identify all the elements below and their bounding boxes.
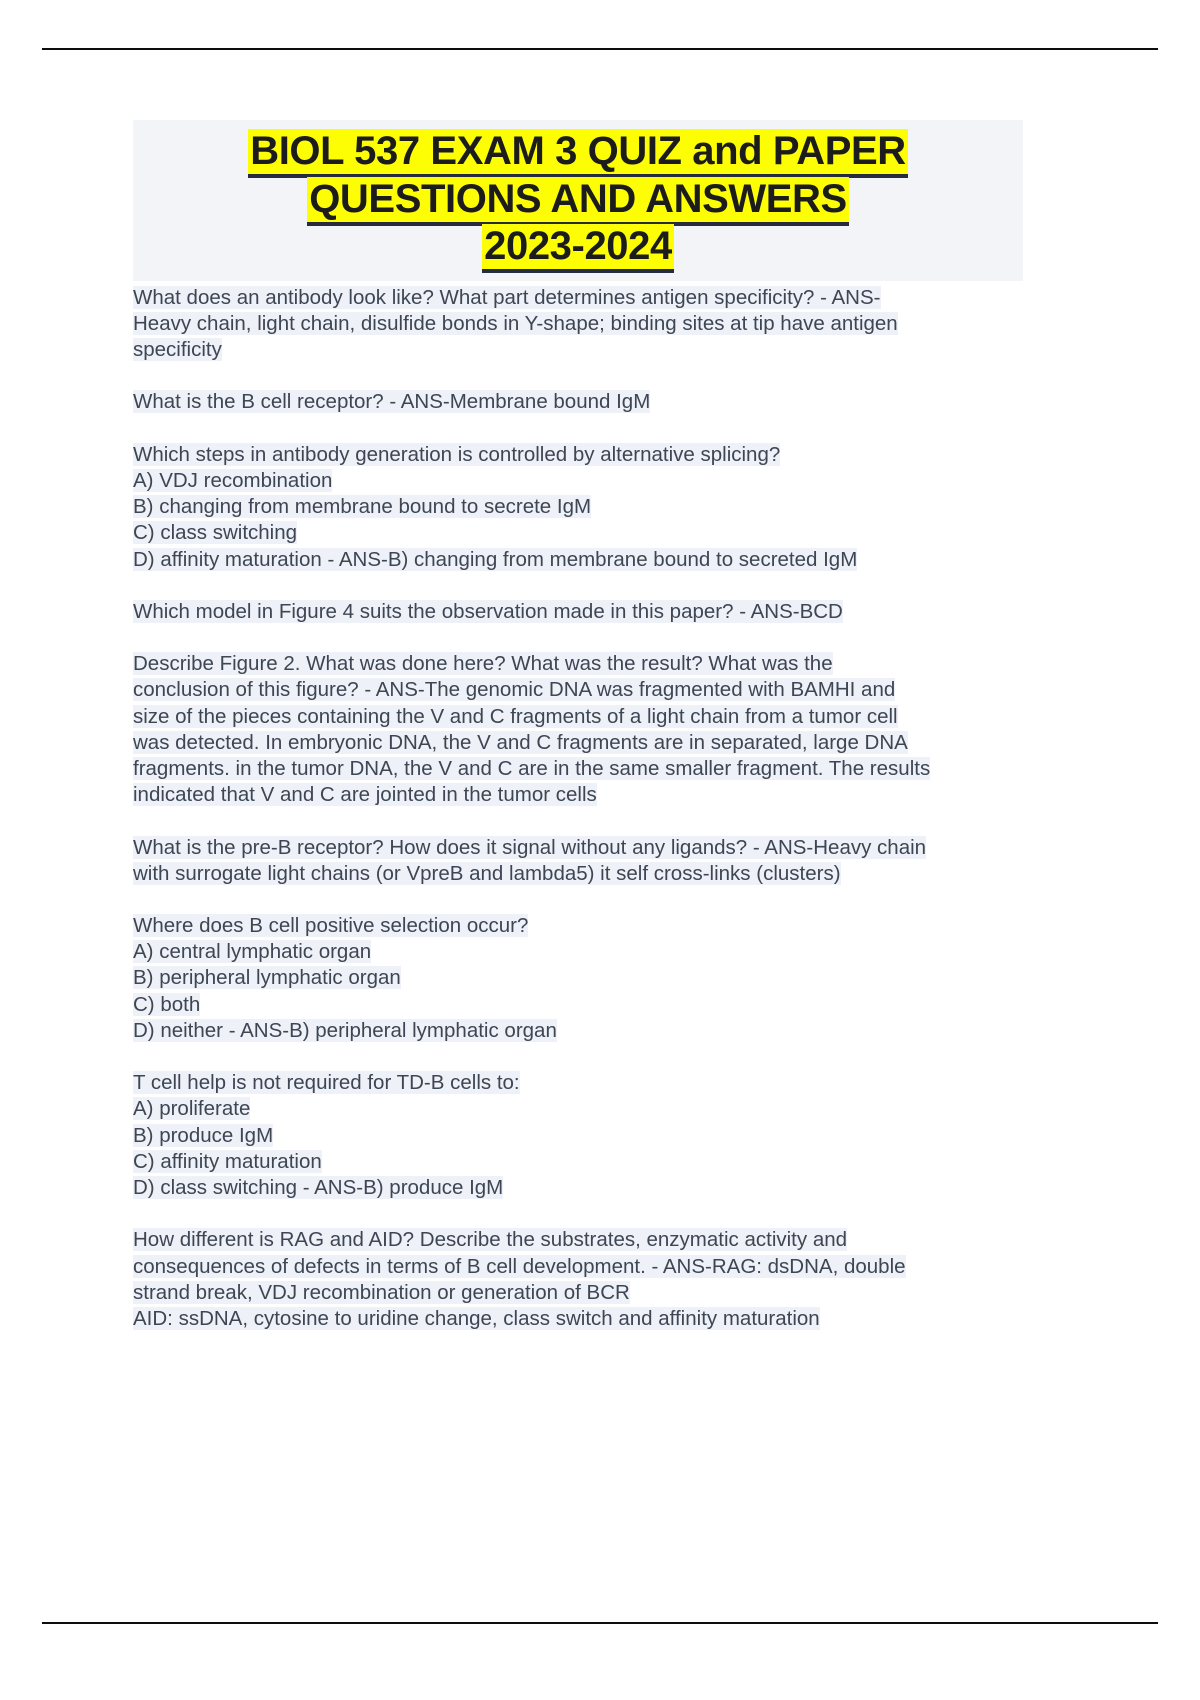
page-top-rule	[42, 48, 1158, 50]
qa-line	[133, 861, 1023, 887]
qa-line	[133, 285, 1023, 311]
qa-line	[133, 756, 1023, 782]
qa-line	[133, 1096, 1023, 1122]
qa-line-text: Which steps in antibody generation is controlled by alternative splicing?	[133, 442, 781, 466]
qa-line	[133, 782, 1023, 808]
qa-line	[133, 939, 1023, 965]
qa-line	[133, 677, 1023, 703]
qa-line	[133, 992, 1023, 1018]
qa-line	[133, 1018, 1023, 1044]
qa-line	[133, 442, 1023, 468]
qa-line	[133, 599, 1023, 625]
qa-line-text: A) central lymphatic organ	[133, 940, 372, 964]
qa-line-text: consequences of defects in terms of B cell development. - ANS-RAG: dsDNA, double	[133, 1254, 906, 1278]
qa-line-text: B) produce IgM	[133, 1123, 274, 1147]
qa-block-figure-4-model	[133, 599, 1023, 625]
qa-line-text: B) peripheral lymphatic organ	[133, 966, 401, 990]
qa-line	[133, 965, 1023, 991]
title-line-1-text: BIOL 537 EXAM 3 QUIZ and PAPER	[248, 129, 908, 178]
qa-block-antibody-structure	[133, 285, 1023, 364]
title-line-3-text: 2023-2024	[482, 224, 674, 273]
qa-block-alternative-splicing	[133, 442, 1023, 573]
qa-line-text: What does an antibody look like? What part determines antigen specificity? - ANS-	[133, 285, 881, 309]
qa-line	[133, 1227, 1023, 1253]
qa-line-text: C) both	[133, 992, 201, 1016]
qa-line	[133, 1070, 1023, 1096]
qa-line-text: conclusion of this figure? - ANS-The genomic DNA was fragmented with BAMHI and	[133, 678, 896, 702]
page-bottom-rule	[42, 1622, 1158, 1624]
title-line-2	[133, 176, 1023, 224]
qa-line-text: C) class switching	[133, 521, 298, 545]
qa-line	[133, 835, 1023, 861]
qa-block-figure-2-describe	[133, 651, 1023, 808]
qa-line-text: B) changing from membrane bound to secrete IgM	[133, 495, 592, 519]
qa-line-text: Heavy chain, light chain, disulfide bonds in Y-shape; binding sites at tip have antigen	[133, 312, 898, 336]
qa-line-text: specificity	[133, 338, 222, 362]
qa-line-text: fragments. in the tumor DNA, the V and C are in the same smaller fragment. The results	[133, 757, 931, 781]
qa-line-text: Which model in Figure 4 suits the observation made in this paper? - ANS-BCD	[133, 599, 843, 623]
qa-line	[133, 520, 1023, 546]
qa-line-text: A) proliferate	[133, 1097, 251, 1121]
qa-line	[133, 913, 1023, 939]
qa-line-text: strand break, VDJ recombination or generation of BCR	[133, 1280, 630, 1304]
qa-line	[133, 547, 1023, 573]
qa-line	[133, 389, 1023, 415]
qa-line-text: indicated that V and C are jointed in the tumor cells	[133, 783, 597, 807]
qa-line-text: AID: ssDNA, cytosine to uridine change, class switch and affinity maturation	[133, 1307, 820, 1331]
qa-line	[133, 311, 1023, 337]
qa-line	[133, 1306, 1023, 1332]
document-content	[133, 120, 1023, 1332]
title-line-1	[133, 128, 1023, 176]
qa-line-text: was detected. In embryonic DNA, the V and C fragments are in separated, large DNA	[133, 730, 908, 754]
title-line-2-text: QUESTIONS AND ANSWERS	[307, 177, 849, 226]
qa-line-text: with surrogate light chains (or VpreB and lambda5) it self cross-links (clusters)	[133, 861, 841, 885]
qa-line-text: How different is RAG and AID? Describe the substrates, enzymatic activity and	[133, 1228, 848, 1252]
qa-line-text: A) VDJ recombination	[133, 468, 333, 492]
qa-line-text: T cell help is not required for TD-B cells to:	[133, 1071, 520, 1095]
document-body	[133, 285, 1023, 1333]
qa-line-text: C) affinity maturation	[133, 1149, 322, 1173]
qa-line-text: Where does B cell positive selection occur?	[133, 914, 529, 937]
qa-line	[133, 1123, 1023, 1149]
qa-line-text: D) neither - ANS-B) peripheral lymphatic organ	[133, 1018, 557, 1042]
qa-line-text: What is the B cell receptor? - ANS-Membrane bound IgM	[133, 390, 651, 414]
qa-line	[133, 494, 1023, 520]
qa-line	[133, 1149, 1023, 1175]
qa-line	[133, 730, 1023, 756]
title-line-3	[133, 223, 1023, 271]
qa-line	[133, 337, 1023, 363]
qa-block-t-cell-help-td-b	[133, 1070, 1023, 1201]
qa-line	[133, 651, 1023, 677]
qa-line	[133, 468, 1023, 494]
qa-block-b-cell-positive-selection	[133, 913, 1023, 1044]
qa-line	[133, 1254, 1023, 1280]
qa-line-text: Describe Figure 2. What was done here? What was the result? What was the	[133, 652, 833, 676]
document-title	[133, 120, 1023, 281]
qa-line-text: size of the pieces containing the V and C fragments of a light chain from a tumor cell	[133, 704, 898, 728]
qa-line-text: D) class switching - ANS-B) produce IgM	[133, 1176, 504, 1200]
qa-line	[133, 704, 1023, 730]
qa-block-rag-vs-aid	[133, 1227, 1023, 1332]
qa-line	[133, 1175, 1023, 1201]
qa-block-pre-b-receptor	[133, 835, 1023, 887]
qa-line	[133, 1280, 1023, 1306]
qa-block-b-cell-receptor	[133, 389, 1023, 415]
qa-line-text: What is the pre-B receptor? How does it signal without any ligands? - ANS-Heavy chain	[133, 835, 927, 859]
qa-line-text: D) affinity maturation - ANS-B) changing from membrane bound to secreted IgM	[133, 547, 858, 571]
